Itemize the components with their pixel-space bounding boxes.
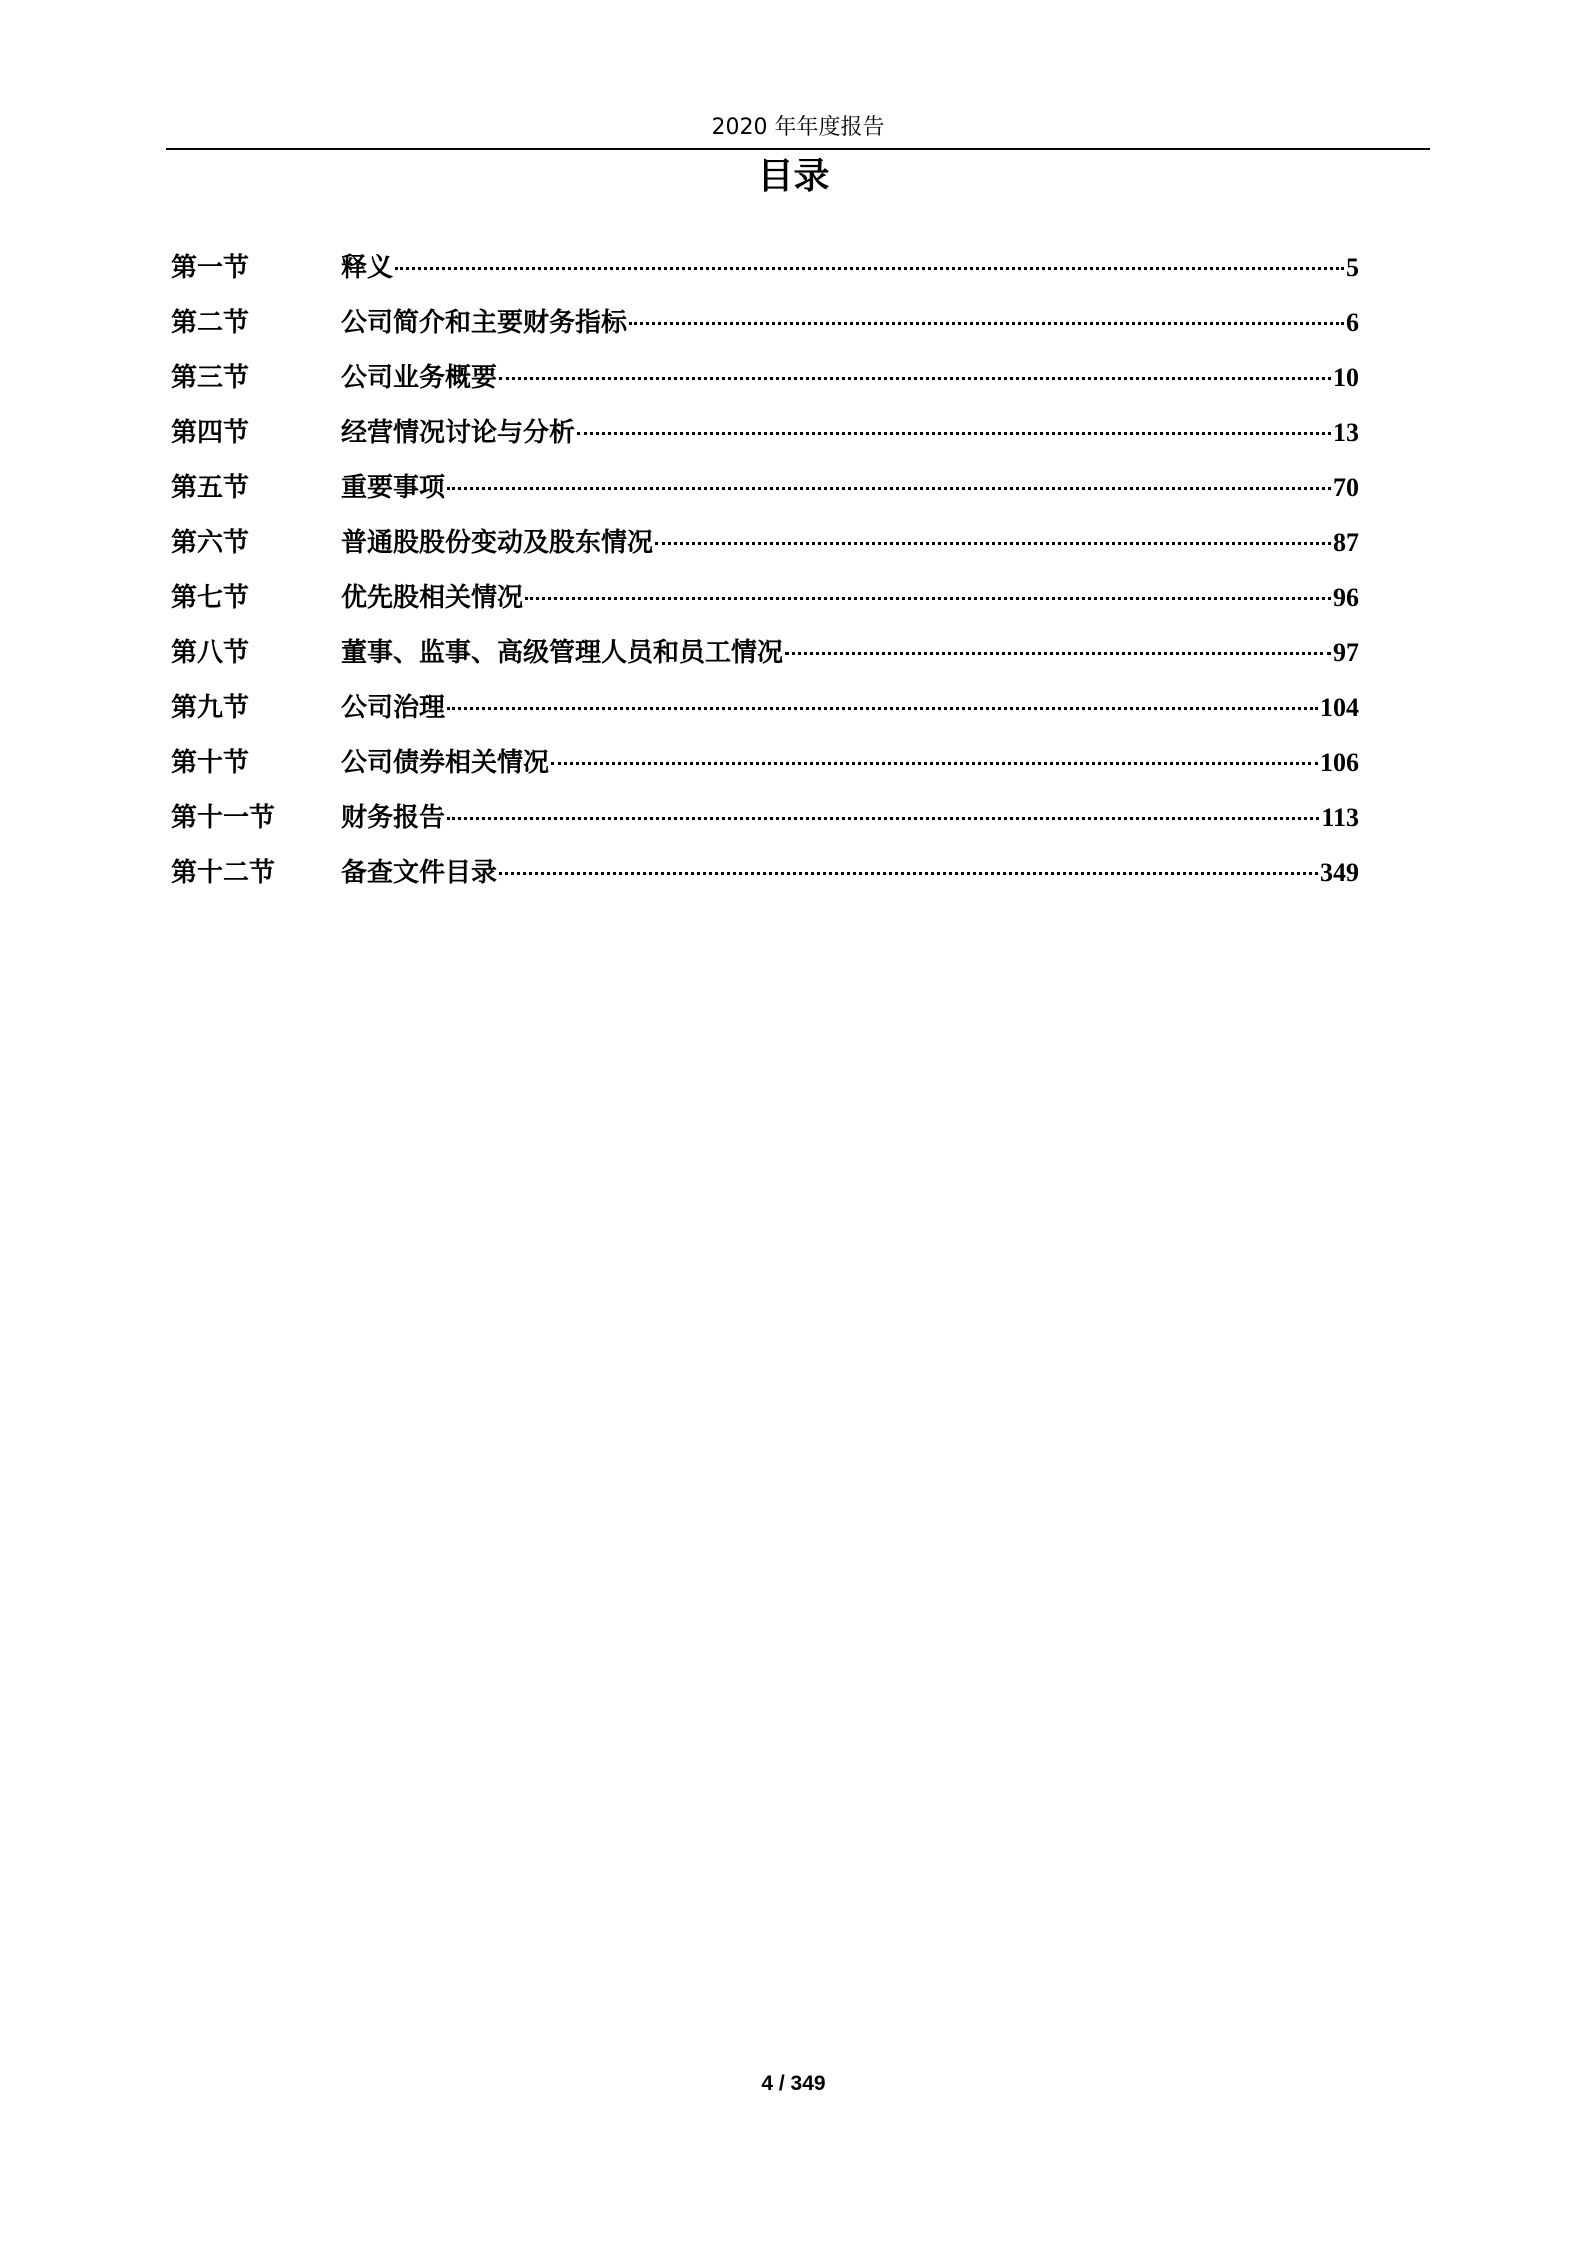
table-of-contents [171,245,1359,905]
toc-section-number: 第十节 [171,748,250,778]
toc-page-number: 87 [1333,528,1359,557]
toc-section-title: 财务报告 [341,803,446,833]
toc-section-number: 第二节 [171,308,250,338]
page-number-indicator: 4 / 349 [761,2072,826,2095]
toc-section-number: 第五节 [171,473,250,503]
toc-page-number: 113 [1321,803,1359,832]
toc-entry[interactable] [171,685,1359,740]
dot-leader [629,322,1344,325]
toc-section-number: 第十二节 [171,858,276,888]
toc-section-title: 公司债券相关情况 [341,748,550,778]
toc-page-number: 106 [1320,748,1359,777]
dot-leader [499,377,1331,380]
toc-section-title: 重要事项 [341,473,446,503]
toc-entry[interactable] [171,520,1359,575]
toc-section-title: 普通股股份变动及股东情况 [341,528,654,558]
toc-page-number: 6 [1346,308,1359,337]
toc-section-title: 公司简介和主要财务指标 [341,308,628,338]
toc-page-number: 70 [1333,473,1359,502]
toc-section-title: 公司治理 [341,693,446,723]
toc-section-title: 优先股相关情况 [341,583,524,613]
toc-section-title: 释义 [341,253,394,283]
toc-section-number: 第七节 [171,583,250,613]
dot-leader [447,487,1331,490]
toc-page-number: 5 [1346,253,1359,282]
dot-leader [447,707,1318,710]
toc-section-number: 第十一节 [171,803,276,833]
toc-page-number: 97 [1333,638,1359,667]
toc-section-number: 第一节 [171,253,250,283]
toc-section-number: 第六节 [171,528,250,558]
dot-leader [785,652,1331,655]
toc-entry[interactable] [171,245,1359,300]
toc-section-number: 第九节 [171,693,250,723]
dot-leader [525,597,1331,600]
toc-page-number: 96 [1333,583,1359,612]
toc-entry[interactable] [171,630,1359,685]
toc-section-title: 董事、监事、高级管理人员和员工情况 [341,638,784,668]
dot-leader [395,267,1344,270]
toc-section-title: 公司业务概要 [341,363,498,393]
toc-page-number: 10 [1333,363,1359,392]
report-title: 2020 年年度报告 [711,115,885,140]
dot-leader [655,542,1331,545]
toc-page-number: 104 [1320,693,1359,722]
page-header [166,112,1430,150]
toc-page-number: 349 [1320,858,1359,887]
toc-entry[interactable] [171,850,1359,905]
toc-entry[interactable] [171,355,1359,410]
toc-page-number: 13 [1333,418,1359,447]
toc-entry[interactable] [171,740,1359,795]
dot-leader [577,432,1331,435]
toc-entry[interactable] [171,410,1359,465]
toc-title: 目录 [757,156,830,197]
toc-section-title: 经营情况讨论与分析 [341,418,576,448]
toc-entry[interactable] [171,795,1359,850]
toc-section-title: 备查文件目录 [341,858,498,888]
dot-leader [551,762,1318,765]
toc-entry[interactable] [171,465,1359,520]
dot-leader [447,817,1319,820]
toc-section-number: 第三节 [171,363,250,393]
toc-entry[interactable] [171,300,1359,355]
toc-section-number: 第四节 [171,418,250,448]
toc-section-number: 第八节 [171,638,250,668]
toc-entry[interactable] [171,575,1359,630]
dot-leader [499,872,1318,875]
